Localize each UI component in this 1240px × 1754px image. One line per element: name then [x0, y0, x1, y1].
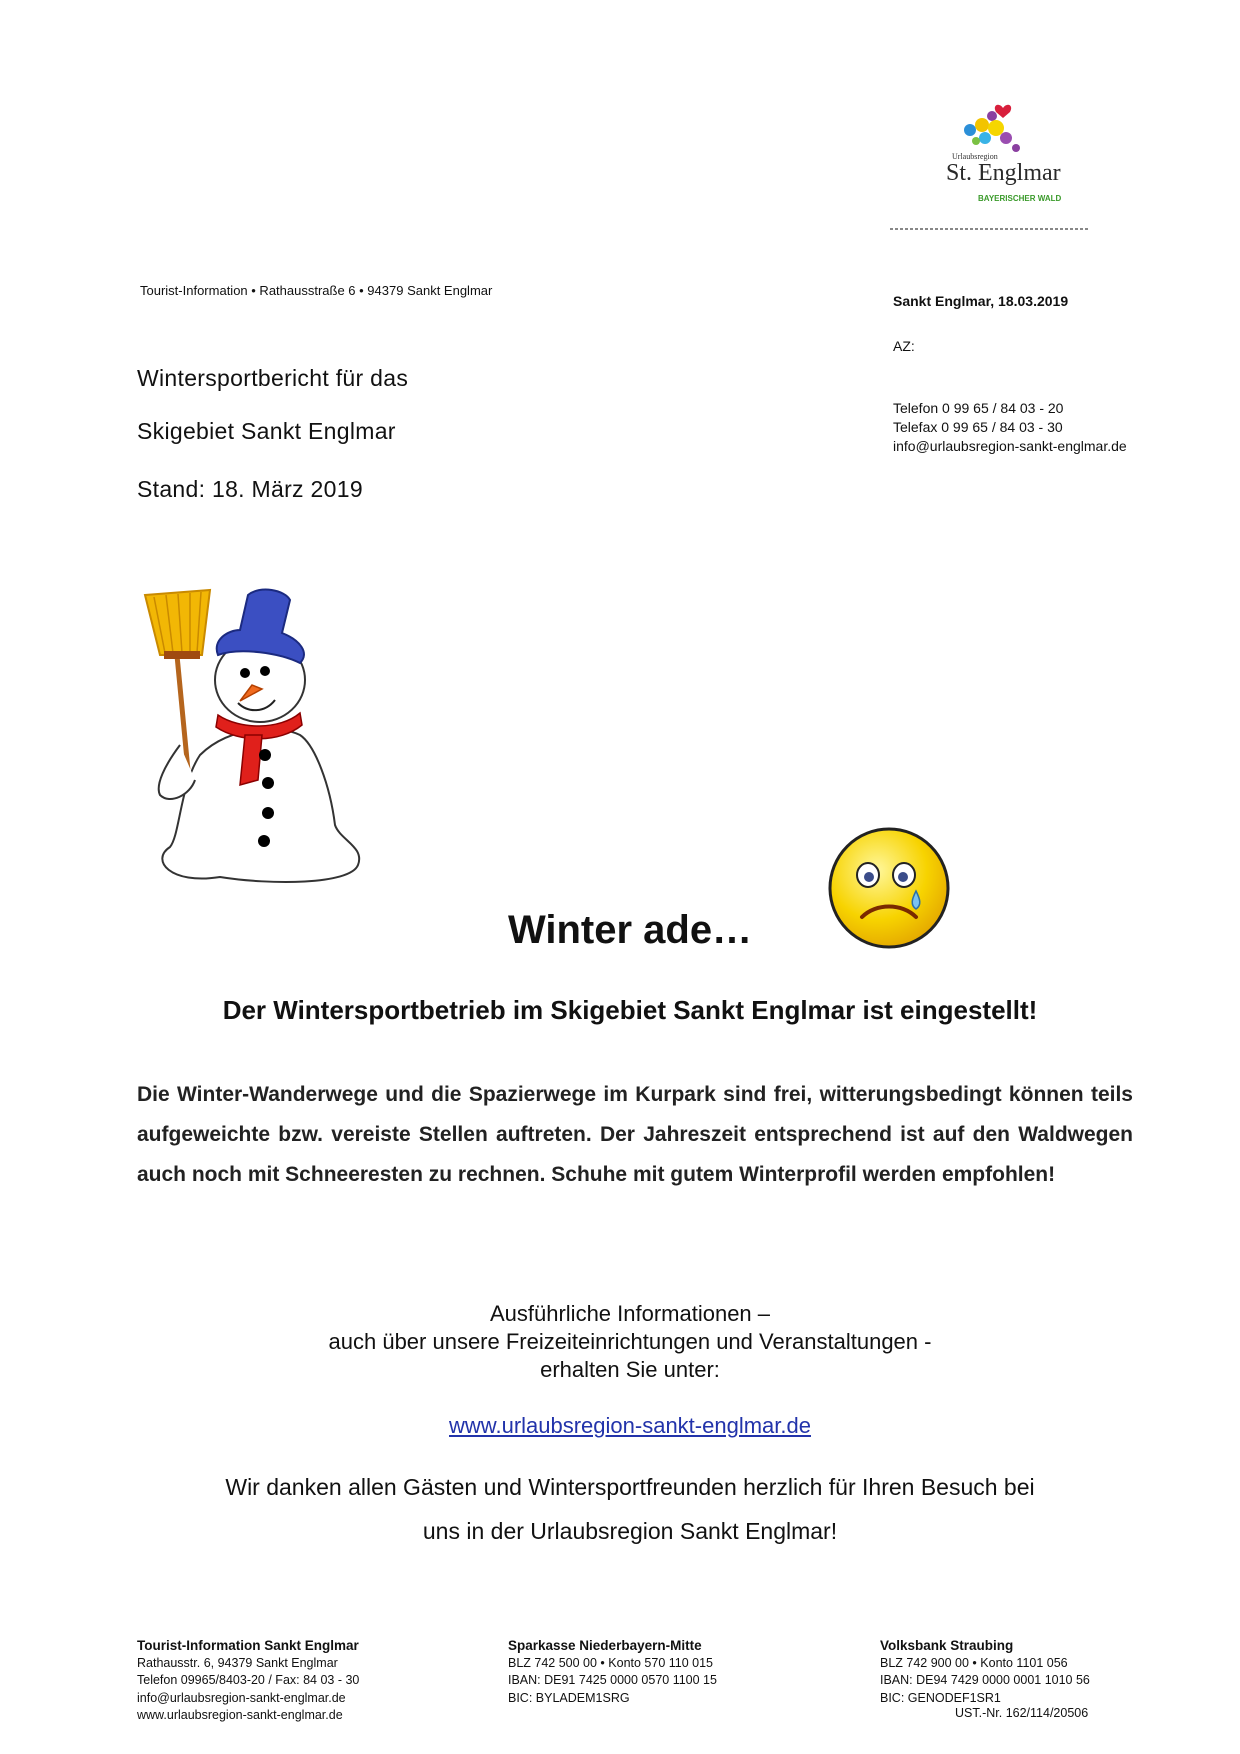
tax-number: UST.-Nr. 162/114/20506 — [955, 1706, 1089, 1720]
logo-subtitle: BAYERISCHER WALD — [978, 194, 1062, 203]
snowman-with-broom-icon — [140, 585, 380, 885]
footer-iban: IBAN: DE94 7429 0000 0001 1010 56 — [880, 1673, 1090, 1687]
footer-column-tourist-info — [137, 1637, 359, 1725]
sender-line: Tourist-Information • Rathausstraße 6 • 94379 Sankt Englmar — [140, 283, 493, 298]
footer-heading: Sparkasse Niederbayern-Mitte — [508, 1638, 702, 1653]
letter-date: Sankt Englmar, 18.03.2019 — [893, 293, 1069, 309]
report-title-line1: Wintersportbericht für das — [137, 365, 409, 391]
thanks-block — [140, 1465, 1120, 1553]
report-date: Stand: 18. März 2019 — [137, 476, 363, 502]
subheadline: Der Wintersportbetrieb im Skigebiet Sankt Englmar ist eingestellt! — [222, 995, 1038, 1025]
info-line1: Ausführliche Informationen – — [489, 1301, 771, 1326]
footer-column-sparkasse — [508, 1637, 717, 1707]
footer-column-volksbank — [880, 1637, 1090, 1707]
info-block — [120, 1300, 1140, 1384]
footer-bic: BIC: GENODEF1SR1 — [880, 1690, 1001, 1705]
info-line2: auch über unsere Freizeiteinrichtungen und Veranstaltungen - — [328, 1329, 932, 1354]
logo-name: St. Englmar — [946, 160, 1061, 186]
contact-email[interactable]: info@urlaubsregion-sankt-englmar.de — [893, 438, 1127, 454]
reference-label: AZ: — [893, 338, 915, 354]
crying-smiley-icon — [826, 825, 952, 951]
thanks-line2: uns in der Urlaubsregion Sankt Englmar! — [422, 1518, 838, 1544]
footer-iban: IBAN: DE91 7425 0000 0570 1100 15 — [508, 1673, 717, 1687]
logo-small-text: Urlaubsregion — [952, 152, 998, 161]
headline: Winter ade… — [507, 908, 753, 952]
footer-bic: BIC: BYLADEM1SRG — [508, 1690, 630, 1705]
footer-phone: Telefon 09965/8403-20 / Fax: 84 03 - 30 — [137, 1673, 360, 1687]
body-paragraph: Die Winter-Wanderwege und die Spazierwege im Kurpark sind frei, witterungsbedingt können teils aufgeweichte bzw. vereiste Stellen auftreten. Der Jahreszeit entsprechend ist auf den Waldwegen auch noch mit Schneeresten zu rechnen. Schuhe mit gutem Winterprofil werden empfohlen! — [137, 1083, 1133, 1186]
brand-logo — [930, 100, 1090, 235]
fax-number: Telefax 0 99 65 / 84 03 - 30 — [893, 419, 1063, 435]
contact-block — [893, 399, 1127, 456]
footer-website[interactable]: www.urlaubsregion-sankt-englmar.de — [137, 1708, 343, 1722]
colored-dots-heart-logo-icon — [930, 100, 1090, 160]
phone-number: Telefon 0 99 65 / 84 03 - 20 — [893, 400, 1064, 416]
footer-address: Rathausstr. 6, 94379 Sankt Englmar — [137, 1655, 338, 1670]
footer-email[interactable]: info@urlaubsregion-sankt-englmar.de — [137, 1690, 346, 1705]
logo-divider — [890, 228, 1090, 230]
footer-heading: Tourist-Information Sankt Englmar — [137, 1638, 359, 1653]
website-link[interactable]: www.urlaubsregion-sankt-englmar.de — [449, 1413, 811, 1438]
report-title-line2: Skigebiet Sankt Englmar — [137, 418, 396, 444]
thanks-line1: Wir danken allen Gästen und Wintersportfreunden herzlich für Ihren Besuch bei — [225, 1474, 1035, 1500]
footer-blz: BLZ 742 900 00 • Konto 1101 056 — [880, 1655, 1068, 1670]
footer-heading: Volksbank Straubing — [880, 1638, 1014, 1653]
info-line3: erhalten Sie unter: — [540, 1357, 720, 1382]
footer-blz: BLZ 742 500 00 • Konto 570 110 015 — [508, 1655, 714, 1670]
